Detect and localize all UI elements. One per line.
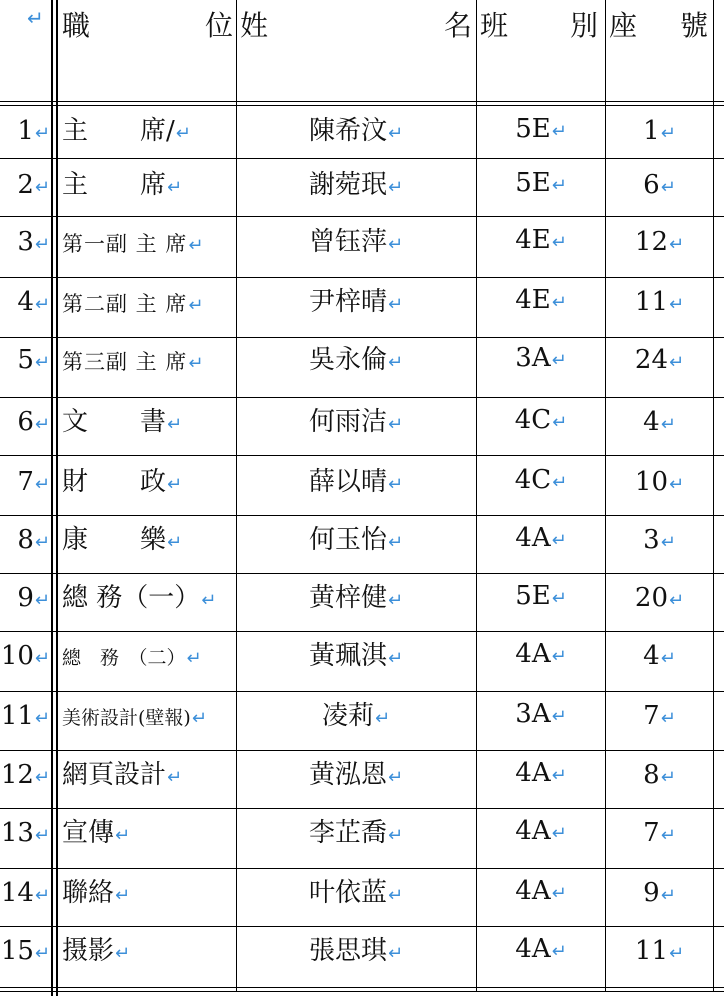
paragraph-mark: ↵ (551, 292, 567, 313)
name-cell-text: 謝菀珉 (308, 170, 387, 200)
class-cell-text: 4A (515, 639, 551, 669)
paragraph-mark: ↵ (387, 474, 404, 495)
paragraph-mark: ↵ (34, 648, 50, 669)
seat-cell (607, 525, 712, 558)
paragraph-mark: ↵ (34, 177, 50, 198)
grid-line (0, 455, 724, 456)
class-cell (478, 934, 604, 967)
grid-line (476, 0, 477, 992)
row-number-text: 14 (0, 878, 34, 908)
row-number (0, 583, 50, 616)
paragraph-mark: ↵ (167, 767, 183, 788)
row-number-text: 12 (0, 760, 34, 790)
class-cell (478, 285, 604, 318)
name-cell-text: 張思琪 (308, 936, 387, 966)
class-cell-text: 5E (515, 168, 551, 198)
paragraph-mark: ↵ (660, 885, 676, 906)
class-cell (478, 168, 604, 201)
seat-cell (607, 116, 712, 149)
position-cell (62, 467, 234, 500)
paragraph-mark: ↵ (551, 941, 567, 962)
grid-line (0, 105, 724, 106)
class-cell (478, 581, 604, 614)
paragraph-mark: ↵ (27, 6, 44, 30)
paragraph-mark: ↵ (387, 177, 404, 198)
paragraph-mark: ↵ (167, 414, 183, 435)
name-cell (238, 818, 474, 851)
seat-cell (607, 287, 712, 320)
grid-line (605, 0, 606, 992)
grid-line (0, 926, 724, 927)
paragraph-mark: ↵ (551, 765, 567, 786)
class-cell (478, 405, 604, 438)
paragraph-mark: ↵ (660, 825, 676, 846)
paragraph-mark: ↵ (660, 767, 676, 788)
grid-line (56, 0, 58, 996)
class-cell (478, 699, 604, 732)
paragraph-mark: ↵ (186, 648, 202, 669)
seat-cell-text: 4 (643, 407, 660, 437)
name-cell-text: 尹梓晴 (308, 287, 387, 317)
class-cell (478, 114, 604, 147)
name-cell-text: 薛以晴 (308, 467, 387, 497)
name-cell (238, 641, 474, 674)
position-cell-text: 第二副 主 席 (62, 292, 188, 316)
paragraph-mark: ↵ (551, 588, 567, 609)
position-cell (62, 407, 234, 440)
name-cell (238, 467, 474, 500)
row-number-text: 6 (17, 407, 34, 437)
class-cell-text: 5E (515, 114, 551, 144)
class-cell-text: 4E (515, 225, 551, 255)
paragraph-mark: ↵ (551, 232, 567, 253)
seat-cell-text: 11 (634, 936, 668, 966)
name-cell-text: 何玉怡 (308, 525, 387, 555)
paragraph-mark: ↵ (188, 295, 205, 316)
class-cell-text: 3A (515, 343, 551, 373)
row-number (0, 878, 50, 911)
position-cell (62, 936, 234, 969)
grid-line (0, 691, 724, 692)
row-number-text: 5 (17, 345, 34, 375)
paragraph-mark: ↵ (660, 414, 676, 435)
row-number-text: 8 (17, 525, 34, 555)
paragraph-mark: ↵ (669, 590, 685, 611)
class-cell (478, 523, 604, 556)
paragraph-mark: ↵ (551, 350, 567, 371)
position-cell (62, 703, 234, 734)
seat-cell-text: 3 (643, 525, 660, 555)
seat-cell-text: 12 (634, 227, 668, 257)
position-cell (62, 643, 234, 674)
position-cell-text: 摄影 (62, 936, 115, 966)
seat-cell-text: 6 (643, 170, 660, 200)
paragraph-mark: ↵ (660, 123, 676, 144)
row-number-text: 2 (17, 170, 34, 200)
class-cell (478, 876, 604, 909)
paragraph-mark: ↵ (669, 294, 685, 315)
header-class-second-char: 別 (570, 9, 599, 42)
seat-cell (607, 227, 712, 260)
class-cell-text: 4A (515, 816, 551, 846)
paragraph-mark: ↵ (387, 943, 404, 964)
row-number-text: 3 (17, 227, 34, 257)
seat-cell-text: 20 (634, 583, 668, 613)
seat-cell-text: 8 (643, 760, 660, 790)
row-number-text: 1 (17, 116, 34, 146)
class-cell-text: 4A (515, 876, 551, 906)
paragraph-mark: ↵ (669, 943, 685, 964)
grid-line (0, 101, 724, 102)
row-number (0, 345, 50, 378)
class-cell (478, 225, 604, 258)
paragraph-mark: ↵ (34, 943, 50, 964)
grid-line (0, 337, 724, 338)
paragraph-mark: ↵ (551, 883, 567, 904)
position-cell-text: 總 務 （二） (62, 647, 186, 669)
seat-cell (607, 641, 712, 674)
seat-cell-text: 4 (643, 641, 660, 671)
paragraph-mark: ↵ (551, 823, 567, 844)
name-cell-text: 黃珮淇 (308, 641, 387, 671)
paragraph-mark: ↵ (387, 414, 404, 435)
paragraph-mark: ↵ (387, 590, 404, 611)
paragraph-mark: ↵ (167, 474, 183, 495)
row-number (0, 227, 50, 260)
name-cell (238, 407, 474, 440)
class-cell (478, 816, 604, 849)
grid-line (0, 216, 724, 217)
row-number-text: 10 (0, 641, 34, 671)
paragraph-mark: ↵ (660, 708, 676, 729)
paragraph-mark: ↵ (374, 708, 391, 729)
position-cell-text: 康 樂 (62, 525, 167, 555)
class-cell (478, 465, 604, 498)
class-cell (478, 343, 604, 376)
name-cell (238, 116, 474, 149)
seat-cell-text: 24 (634, 345, 668, 375)
paragraph-mark: ↵ (551, 175, 567, 196)
paragraph-mark: ↵ (34, 532, 50, 553)
seat-cell (607, 936, 712, 969)
position-cell-text: 聯絡 (62, 878, 115, 908)
position-cell-text: 第三副 主 席 (62, 350, 188, 374)
name-cell-text: 陳希汶 (308, 116, 387, 146)
position-cell-text: 第一副 主 席 (62, 232, 188, 256)
row-number (0, 116, 50, 149)
grid-line (0, 277, 724, 278)
row-number (0, 467, 50, 500)
row-number-text: 15 (0, 936, 34, 966)
row-number (0, 641, 50, 674)
header-name-first-char: 姓 (240, 9, 269, 42)
paragraph-mark: ↵ (660, 648, 676, 669)
position-cell (62, 878, 234, 911)
seat-cell (607, 170, 712, 203)
row-number-text: 9 (17, 583, 34, 613)
grid-line (0, 987, 724, 988)
paragraph-mark: ↵ (387, 825, 404, 846)
class-cell-text: 4E (515, 285, 551, 315)
name-cell (238, 936, 474, 969)
paragraph-mark: ↵ (669, 352, 685, 373)
paragraph-mark: ↵ (167, 177, 183, 198)
paragraph-mark: ↵ (551, 706, 567, 727)
paragraph-mark: ↵ (660, 532, 676, 553)
paragraph-mark: ↵ (387, 294, 404, 315)
paragraph-mark: ↵ (387, 123, 404, 144)
seat-cell (607, 760, 712, 793)
position-cell-text: 財 政 (62, 467, 167, 497)
row-number (0, 818, 50, 851)
position-cell-text: 網頁設計 (62, 760, 167, 790)
position-cell (62, 818, 234, 851)
paragraph-mark: ↵ (34, 825, 50, 846)
paragraph-mark: ↵ (551, 530, 567, 551)
paragraph-mark: ↵ (387, 767, 404, 788)
header-seat-second-char: 號 (680, 9, 709, 42)
paragraph-mark: ↵ (387, 532, 404, 553)
seat-cell-text: 10 (634, 467, 668, 497)
paragraph-mark: ↵ (387, 352, 404, 373)
paragraph-mark: ↵ (175, 123, 191, 144)
position-cell (62, 170, 234, 203)
row-number (0, 525, 50, 558)
row-number-text: 13 (0, 818, 34, 848)
position-cell (62, 583, 234, 616)
paragraph-mark: ↵ (34, 708, 50, 729)
paragraph-mark: ↵ (188, 353, 205, 374)
paragraph-mark: ↵ (34, 123, 50, 144)
name-cell-text: 叶依蓝 (308, 878, 387, 908)
paragraph-mark: ↵ (552, 472, 568, 493)
seat-cell (607, 878, 712, 911)
grid-line (236, 0, 237, 992)
seat-cell (607, 407, 712, 440)
row-number (0, 936, 50, 969)
position-cell-text: 宣傳 (62, 818, 115, 848)
seat-cell (607, 583, 712, 616)
seat-cell-text: 11 (634, 287, 668, 317)
seat-cell-text: 9 (643, 878, 660, 908)
position-cell-text: 主 席 (62, 170, 167, 200)
header-name-second-char: 名 (444, 9, 473, 42)
paragraph-mark: ↵ (34, 590, 50, 611)
paragraph-mark: ↵ (191, 708, 207, 729)
row-number (0, 760, 50, 793)
paragraph-mark: ↵ (552, 412, 568, 433)
class-cell-text: 4C (514, 405, 552, 435)
grid-line (51, 0, 53, 996)
position-cell-text: 文 書 (62, 407, 167, 437)
seat-cell (607, 467, 712, 500)
position-cell (62, 525, 234, 558)
paragraph-mark: ↵ (660, 177, 676, 198)
paragraph-mark: ↵ (201, 590, 217, 611)
paragraph-mark: ↵ (387, 234, 404, 255)
position-cell-text: 美術設計(壁報) (62, 707, 191, 729)
paragraph-mark: ↵ (34, 352, 50, 373)
seat-cell (607, 345, 712, 378)
class-cell-text: 3A (515, 699, 551, 729)
header-class-first-char: 班 (480, 9, 509, 42)
paragraph-mark: ↵ (551, 121, 567, 142)
paragraph-mark: ↵ (669, 234, 685, 255)
name-cell (238, 760, 474, 793)
name-cell (238, 525, 474, 558)
seat-cell (607, 818, 712, 851)
header-position-second-char: 位 (205, 9, 234, 42)
grid-line (0, 868, 724, 869)
class-cell (478, 639, 604, 672)
row-number-text: 4 (17, 287, 34, 317)
name-cell (238, 170, 474, 203)
row-number-text: 11 (0, 701, 34, 731)
row-number (0, 170, 50, 203)
paragraph-mark: ↵ (34, 474, 50, 495)
name-cell-text: 何雨洁 (308, 407, 387, 437)
name-cell (238, 701, 474, 734)
grid-line (0, 750, 724, 751)
paragraph-mark: ↵ (167, 532, 183, 553)
name-cell-text: 吳永倫 (308, 345, 387, 375)
paragraph-mark: ↵ (188, 235, 205, 256)
seat-cell-text: 1 (643, 116, 660, 146)
name-cell-text: 黄泓恩 (308, 760, 387, 790)
grid-line (0, 158, 724, 159)
name-cell-text: 黄梓健 (308, 583, 387, 613)
grid-line (0, 631, 724, 632)
grid-line (0, 397, 724, 398)
paragraph-mark: ↵ (115, 885, 131, 906)
paragraph-mark: ↵ (34, 414, 50, 435)
position-cell (62, 116, 234, 149)
name-cell (238, 227, 474, 260)
class-cell-text: 4A (515, 758, 551, 788)
header-position-first-char: 職 (62, 9, 91, 42)
name-cell (238, 345, 474, 378)
paragraph-mark: ↵ (387, 885, 404, 906)
name-cell-text: 李芷喬 (308, 818, 387, 848)
paragraph-mark: ↵ (34, 885, 50, 906)
seat-cell-text: 7 (643, 701, 660, 731)
name-cell (238, 878, 474, 911)
seat-cell-text: 7 (643, 818, 660, 848)
header-seat-first-char: 座 (609, 9, 638, 42)
paragraph-mark: ↵ (115, 825, 131, 846)
position-cell (62, 289, 234, 321)
row-number (0, 287, 50, 320)
row-number (0, 407, 50, 440)
class-cell (478, 758, 604, 791)
name-cell (238, 287, 474, 320)
grid-line (0, 573, 724, 574)
paragraph-mark: ↵ (34, 294, 50, 315)
class-cell-text: 4C (514, 465, 552, 495)
name-cell (238, 583, 474, 616)
paragraph-mark: ↵ (387, 648, 404, 669)
class-cell-text: 5E (515, 581, 551, 611)
grid-line (0, 808, 724, 809)
paragraph-mark: ↵ (115, 943, 131, 964)
grid-line (0, 515, 724, 516)
paragraph-mark: ↵ (551, 646, 567, 667)
position-cell (62, 229, 234, 261)
seat-cell (607, 701, 712, 734)
class-cell-text: 4A (515, 523, 551, 553)
position-cell (62, 760, 234, 793)
grid-line (0, 991, 724, 992)
name-cell-text: 曾钰萍 (308, 227, 387, 257)
position-cell (62, 347, 234, 379)
paragraph-mark: ↵ (34, 767, 50, 788)
row-number-text: 7 (17, 467, 34, 497)
paragraph-mark: ↵ (669, 474, 685, 495)
position-cell-text: 主 席/ (62, 116, 175, 146)
class-cell-text: 4A (515, 934, 551, 964)
position-cell-text: 總 務（一） (62, 583, 201, 613)
name-cell-text: 凌莉 (321, 701, 374, 731)
paragraph-mark: ↵ (34, 234, 50, 255)
row-number (0, 701, 50, 734)
grid-line (713, 0, 714, 992)
